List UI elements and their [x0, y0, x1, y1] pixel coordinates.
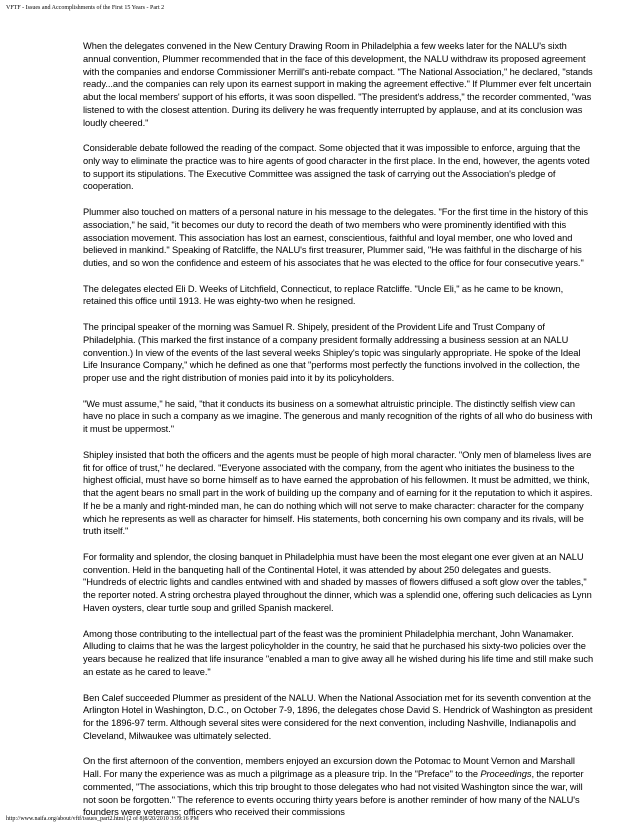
- paragraph-principal-speaker: The principal speaker of the morning was Samuel R. Shipely, president of the Provident Life and Trust Company of Philadelphia. (This marked the first instance of a company president formally addressing a business session at an NALU convention.) In view of the events of the last several weeks Shipley's topic was singularly appropriate. He spoke of the Ideal Life Insurance Company," which he defined as one that "performs most perfectly the functions involved in the collection, the proper use and the right distribution of monies paid into it by its policyholders.: [83, 322, 581, 384]
- print-footer-url: http://www.naifa.org/about/vftf/issues_part2.html (2 of 8)8/20/2010 3:09:16 PM: [6, 816, 199, 822]
- paragraph-compact-debate: Considerable debate followed the reading of the compact. Some objected that it was impossible to enforce, arguing that the only way to eliminate the practice was to hire agents of good character in the first place. In the end, however, the agents voted to support its stipulations. The Executive Committee was assigned the task of carrying out the Association's pledge of cooperation.: [83, 143, 590, 192]
- paragraph-potomac-excursion: [83, 755, 595, 819]
- potomac-text-end: , the reporter commented, "The associations, which this trip brought to those delegates who had not visited Washington since the war, will not soon be forgotten." The reference to events occuring thirty years before is another reminder of how many of the NALU's founders were veterans; officers who received their commissions: [83, 769, 584, 818]
- paragraph-moral-character: Shipley insisted that both the officers and the agents must be people of high moral character. "Only men of blameless lives are fit for office of trust," he declared. "Everyone associated with the company, from the agent who initiates the business to the highest official, must have so borne himself as to have earned the approbation of his fellowmen. It must be admitted, we think, that the agent bears no small part in the work of building up the company and of earning for it the reputation to which it aspires. If he be a manly and right-minded man, he can do nothing which will not serve to make character: character for the company which he represents as well as character for himself. His statements, both concerning his own company and its rivals, will be truth itself.": [83, 449, 593, 537]
- paragraph-sixth-convention: When the delegates convened in the New Century Drawing Room in Philadelphia a few weeks later for the NALU's sixth annual convention, Plummer recommended that in the face of this development, the NALU withdraw its proposed agreement with the companies and endorse Commissioner Merrill's anti-rebate compact. "The National Association," he declared, "stands ready...and the companies can rely upon its earnest support in making the agreement effective." If Plummer ever felt uncertain abut the local members' support of his efforts, it was soon dispelled. "The president's address," the recorder commented, "was listened to with the closest attention. During its delivery he was frequently interrupted by applause, and at its conclusion was loudly cheered.": [83, 41, 593, 128]
- paragraph-wanamaker: Among those contributing to the intellectual part of the feast was the prominient Philadelphia merchant, John Wanamaker. Alluding to claims that he was the largest policyholder in the country, he said that he purchased his sixty-two policies over the years because he realized that life insurance "enabled a man to give away all he wished during his life time and still make such an estate as he cared to leave.": [83, 628, 594, 677]
- paragraph-seventh-convention: Ben Calef succeeded Plummer as president of the NALU. When the National Association met for its seventh convention at the Arlington Hotel in Washington, D.C., on October 7-9, 1896, the delegates chose David S. Hendrick of Washington as president for the 1896-97 term. Although several sites were considered for the next convention, including Nashville, Indianapolis and Cleveland, Milwaukee was ultimately selected.: [83, 692, 593, 741]
- proceedings-title: Proceedings: [480, 769, 532, 780]
- print-header-title: VFTF - Issues and Accomplishments of the First 15 Years - Part 2: [6, 5, 165, 11]
- paragraph-memorial: Plummer also touched on matters of a personal nature in his message to the delegates. "For the first time in the history of this association," he said, "it becomes our duty to record the death of two members who were prominently identified with this association movement. This association has lost an earnest, conscientious, faithful and loyal member, one who loved and believed in mankind." Speaking of Ratcliffe, the NALU's first treasurer, Plummer said, "He was faithful in the discharge of his duties, and so won the confidence and esteem of his associates that he was elected to the office for four consecutive years.": [83, 207, 588, 269]
- article-body: [83, 40, 595, 832]
- paragraph-closing-banquet: For formality and splendor, the closing banquet in Philadelphia must have been the most elegant one ever given at an NALU convention. Held in the banqueting hall of the Continental Hotel, it was attended by about 250 delegates and guests. "Hundreds of electric lights and candles entwined with and shaded by masses of flowers diffused a soft glow over the tables," the reporter noted. A string orchestra played throughout the dinner, which was a splendid one, offering such delicacies as Lynn Haven oysters, clear turtle soup and grilled Spanish mackerel.: [83, 551, 592, 613]
- paragraph-treasurer-election: The delegates elected Eli D. Weeks of Litchfield, Connecticut, to replace Ratcliffe. "Uncle Eli," as he came to be known, retained this office until 1913. He was eighty-two when he resigned.: [83, 283, 564, 307]
- potomac-text-start: On the first afternoon of the convention, members enjoyed an excursion down the Potomac to Mount Vernon and Marshall Hall. For many the experience was as much a pilgrimage as a pleasure trip. In the "Preface" to the: [83, 756, 575, 780]
- paragraph-altruistic-principle: "We must assume," he said, "that it conducts its business on a somewhat altruistic principle. The distinctly selfish view can have no place in such a company as we imagine. The generous and manly recognition of the rights of all who do business with it must be uppermost.": [83, 398, 593, 435]
